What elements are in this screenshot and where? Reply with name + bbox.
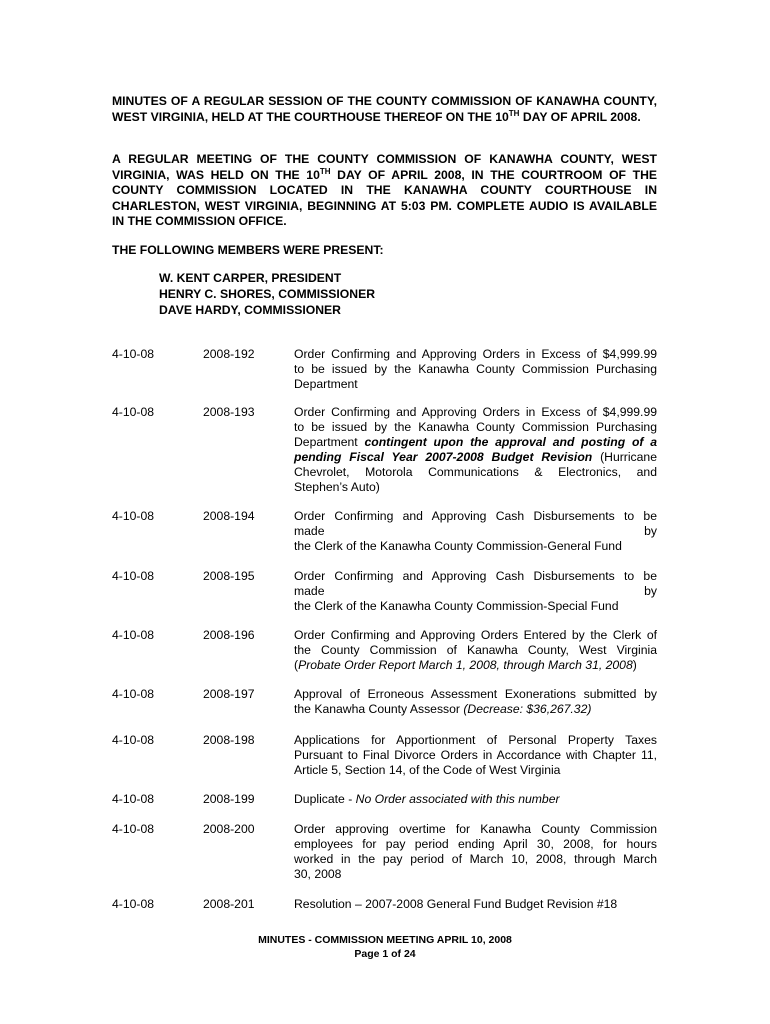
description-segment: Applications for Apportionment of Personal Property Taxes	[294, 733, 657, 747]
order-description	[294, 792, 657, 807]
order-description	[294, 347, 657, 392]
title-superscript: TH	[508, 108, 520, 118]
footer-page-number: Page 1 of 24	[354, 947, 416, 960]
description-line	[294, 420, 657, 435]
description-line	[294, 658, 657, 673]
description-line	[294, 733, 657, 748]
description-line	[294, 702, 657, 717]
description-segment: Pursuant to Final Divorce Orders in Accordance with Chapter 11,	[294, 748, 657, 763]
description-line	[294, 509, 657, 524]
order-number: 2008-198	[203, 733, 255, 747]
description-segment: made by	[294, 524, 657, 539]
description-segment: Stephen’s Auto)	[294, 480, 380, 495]
description-segment: Department	[294, 377, 358, 392]
order-date: 4-10-08	[112, 792, 155, 806]
page-footer	[0, 934, 770, 961]
description-segment: to be issued by the Kanawha County Commission Purchasing	[294, 362, 657, 377]
description-line	[294, 852, 657, 867]
description-segment: (Hurricane	[592, 450, 657, 465]
order-description	[294, 509, 657, 554]
order-number: 2008-196	[203, 628, 255, 642]
members-present-label: THE FOLLOWING MEMBERS WERE PRESENT:	[112, 243, 384, 257]
description-line	[294, 628, 657, 643]
intro-superscript: TH	[319, 166, 331, 176]
order-date: 4-10-08	[112, 509, 155, 523]
description-line	[294, 347, 657, 362]
description-segment: (	[294, 658, 299, 673]
description-segment: the Clerk of the Kanawha County Commission-General Fund	[294, 539, 622, 554]
order-date: 4-10-08	[112, 569, 155, 583]
order-date: 4-10-08	[112, 733, 155, 747]
description-segment: (Decrease: $36,267.32)	[463, 702, 592, 717]
description-segment: Probate Order Report March 1, 2008, through March 31, 2008	[298, 658, 633, 673]
description-segment: Chevrolet, Motorola Communications & Electronics, and	[294, 465, 657, 480]
description-segment: Order Confirming and Approving Cash Disbursements to be	[294, 509, 657, 523]
description-segment: the Kanawha County Assessor	[294, 702, 464, 717]
order-description	[294, 822, 657, 882]
description-line	[294, 435, 657, 450]
description-segment: Duplicate -	[294, 792, 356, 806]
order-description	[294, 687, 657, 717]
order-number: 2008-194	[203, 509, 255, 523]
description-line	[294, 539, 657, 554]
order-description	[294, 405, 657, 496]
order-date: 4-10-08	[112, 822, 155, 836]
description-segment: Resolution – 2007-2008 General Fund Budget Revision #18	[294, 897, 618, 911]
description-line	[294, 465, 657, 480]
intro-text-end: DAY OF APRIL 2008, IN THE COURTROOM OF THE COUNTY COMMISSION LOCATED IN THE KANAWHA COUNTY COURTHOUSE IN CHARLESTON, WEST VIRGINIA, BEGINNING AT 5:03 PM. COMPLETE AUDIO IS AVAILABLE IN THE COMMISSION OFFICE.	[112, 167, 657, 229]
members-list	[159, 271, 559, 319]
description-line	[294, 362, 657, 377]
order-number: 2008-199	[203, 792, 255, 806]
description-segment: Department	[294, 435, 365, 450]
description-line	[294, 867, 657, 882]
order-number: 2008-197	[203, 687, 255, 701]
description-segment: )	[632, 658, 637, 673]
description-line	[294, 748, 657, 763]
description-segment: No Order associated with this number	[355, 792, 560, 806]
member-item: DAVE HARDY, COMMISSIONER	[159, 303, 341, 317]
order-number: 2008-195	[203, 569, 255, 583]
order-number: 2008-200	[203, 822, 255, 836]
order-date: 4-10-08	[112, 405, 155, 419]
order-number: 2008-192	[203, 347, 255, 361]
order-number: 2008-201	[203, 897, 255, 911]
description-line	[294, 837, 657, 852]
description-segment: contingent upon the approval and posting of a	[364, 435, 658, 450]
description-line	[294, 405, 657, 420]
intro-text: A REGULAR MEETING OF THE COUNTY COMMISSION OF KANAWHA COUNTY, WEST VIRGINIA, WAS HELD ON THE 10	[112, 152, 657, 182]
description-segment: the Clerk of the Kanawha County Commission-Special Fund	[294, 599, 619, 614]
description-segment: Order approving overtime for Kanawha County Commission	[294, 822, 657, 836]
description-line	[294, 480, 657, 495]
description-line	[294, 450, 657, 465]
member-item: W. KENT CARPER, PRESIDENT	[159, 271, 342, 285]
document-title	[112, 94, 657, 125]
footer-title: MINUTES - COMMISSION MEETING APRIL 10, 2008	[258, 934, 512, 946]
order-date: 4-10-08	[112, 347, 155, 361]
title-text: MINUTES OF A REGULAR SESSION OF THE COUNTY COMMISSION OF KANAWHA COUNTY, WEST VIRGINIA, HELD AT THE COURTHOUSE THEREOF ON THE 10	[112, 94, 657, 124]
order-description	[294, 628, 657, 673]
description-line	[294, 897, 657, 912]
description-segment: to be issued by the Kanawha County Commission Purchasing	[294, 420, 657, 435]
order-description	[294, 897, 657, 912]
description-segment: employees for pay period ending April 30, 2008, for hours	[294, 837, 657, 852]
description-line	[294, 599, 657, 614]
description-segment: Order Confirming and Approving Orders in Excess of $4,999.99	[294, 405, 657, 419]
description-line	[294, 569, 657, 584]
description-segment: worked in the pay period of March 10, 2008, through March	[294, 852, 657, 867]
description-line	[294, 687, 657, 702]
order-date: 4-10-08	[112, 628, 155, 642]
description-segment: the County Commission of Kanawha County, West Virginia	[294, 643, 657, 658]
order-date: 4-10-08	[112, 687, 155, 701]
description-line	[294, 524, 657, 539]
description-line	[294, 377, 657, 392]
description-line	[294, 792, 657, 807]
description-segment: pending Fiscal Year 2007-2008 Budget Revision	[294, 450, 593, 465]
meeting-intro	[112, 152, 657, 230]
description-segment: Order Confirming and Approving Orders Entered by the Clerk of	[294, 628, 657, 642]
description-line	[294, 584, 657, 599]
order-number: 2008-193	[203, 405, 255, 419]
description-segment: 30, 2008	[294, 867, 342, 882]
order-description	[294, 733, 657, 778]
description-segment: Order Confirming and Approving Orders in Excess of $4,999.99	[294, 347, 657, 361]
description-segment: Order Confirming and Approving Cash Disbursements to be	[294, 569, 657, 583]
description-segment: Article 5, Section 14, of the Code of West Virginia	[294, 763, 561, 778]
description-line	[294, 763, 657, 778]
order-date: 4-10-08	[112, 897, 155, 911]
description-segment: made by	[294, 584, 657, 599]
order-description	[294, 569, 657, 614]
member-item: HENRY C. SHORES, COMMISSIONER	[159, 287, 376, 301]
description-segment: Approval of Erroneous Assessment Exonerations submitted by	[294, 687, 657, 701]
description-line	[294, 822, 657, 837]
title-text-end: DAY OF APRIL 2008.	[519, 109, 641, 124]
description-line	[294, 643, 657, 658]
